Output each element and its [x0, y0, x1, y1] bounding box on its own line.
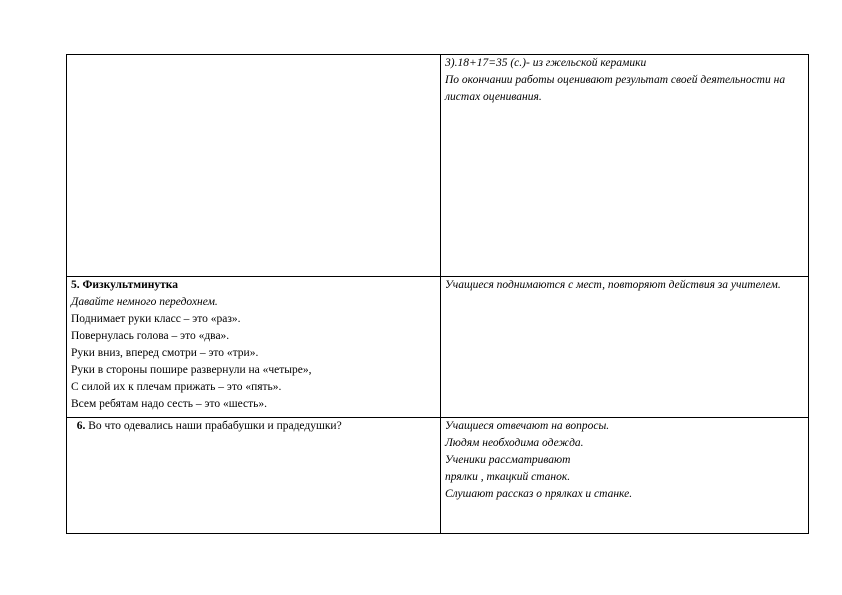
answer-line: Людям необходима одежда. — [445, 437, 584, 449]
poem-line: Повернулась голова – это «два». — [71, 330, 230, 342]
table-row — [67, 277, 809, 418]
answer-line: прялки , ткацкий станок. — [445, 471, 571, 483]
question-text: Во что одевались наши прабабушки и прадедушки? — [85, 420, 342, 432]
intro-line: Давайте немного передохнем. — [71, 296, 218, 308]
lesson-table — [66, 54, 809, 534]
table-row — [67, 55, 809, 277]
poem-line: Всем ребятам надо сесть – это «шесть». — [71, 398, 267, 410]
poem-line: Поднимает руки класс – это «раз». — [71, 313, 241, 325]
calculation-line: 3).18+17=35 (с.)- из гжельской керамики — [445, 57, 647, 69]
answer-line: Слушают рассказ о прялках и станке. — [445, 488, 633, 500]
poem-line: Руки вниз, вперед смотри – это «три». — [71, 347, 259, 359]
table-row — [67, 418, 809, 534]
table-cell-empty — [67, 55, 441, 277]
answer-line: Ученики рассматривают — [445, 454, 571, 466]
question-number: 6. — [76, 420, 86, 432]
poem-line: С силой их к плечам прижать – это «пять». — [71, 381, 282, 393]
answer-line: Учащиеся отвечают на вопросы. — [445, 420, 610, 432]
table-cell-right — [441, 277, 809, 418]
table-cell-right — [441, 55, 809, 277]
poem-line: Руки в стороны пошире развернули на «четыре», — [71, 364, 312, 376]
table-cell-left — [67, 418, 441, 534]
question-line — [71, 418, 440, 435]
student-actions-text: Учащиеся поднимаются с мест, повторяют действия за учителем. — [445, 279, 781, 291]
table-cell-right — [441, 418, 809, 534]
assessment-text: По окончании работы оценивают результат своей деятельности на листах оценивания. — [445, 74, 786, 103]
table-cell-left — [67, 277, 441, 418]
section-heading: 5. Физкультминутка — [71, 279, 178, 291]
